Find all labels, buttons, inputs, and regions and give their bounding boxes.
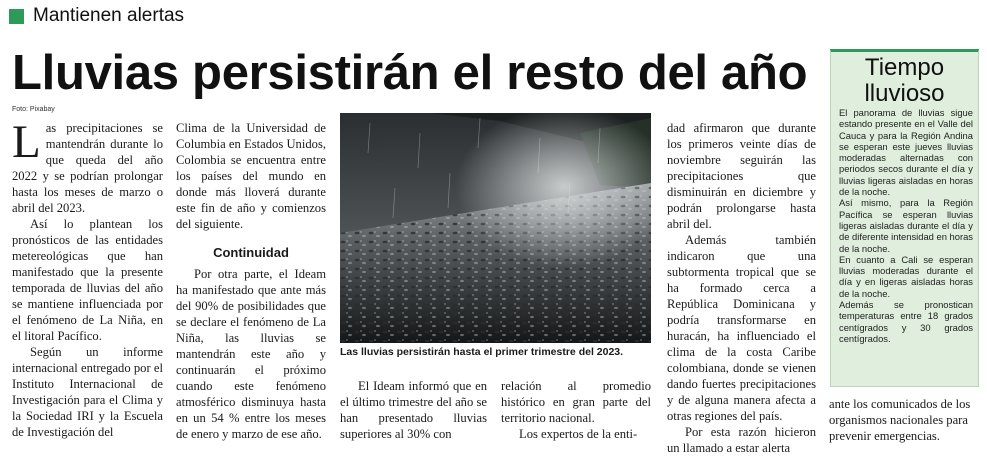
article-column-2 — [176, 120, 326, 442]
headline: Lluvias persistirán el resto del año — [12, 46, 808, 100]
rain-on-road-icon — [340, 113, 651, 343]
sidebar-paragraph: Así mismo, para la Región Pacífica se esperan lluvias ligeras aisladas durante el día y de diferente intensidad en horas de la noche. — [839, 197, 973, 254]
article-column-3 — [340, 378, 487, 442]
section-marker-icon — [9, 9, 24, 24]
article-column-6: ante los comunicados de los organismos nacionales para prevenir emergencias. — [829, 397, 971, 443]
photo-credit: Foto: Pixabay — [12, 106, 55, 113]
article-paragraph: Clima de la Universidad de Columbia en Estados Unidos, Colombia se encuentra entre los países del mundo en donde más lloverá durante este fin de año y comienzos del siguiente. — [176, 121, 326, 231]
sidebar-paragraph: En cuanto a Cali se esperan lluvias moderadas durante el día y en ligeras aisladas horas de la noche. — [839, 253, 973, 299]
section-kicker: Mantienen alertas — [33, 5, 185, 26]
article-column-4 — [501, 378, 651, 442]
subheading: Continuidad — [213, 245, 289, 260]
article-paragraph: dad afirmaron que durante los primeros veinte días de noviembre seguirán las precipitaciones que disminuirán en diciembre y podrán prolongarse hasta abril del. — [667, 121, 816, 231]
article-paragraph: Los expertos de la enti- — [519, 427, 638, 441]
article-paragraph: Por otra parte, el Ideam ha manifestado que ante más del 90% de posibilidades que se declare el fenómeno de La Niña, las lluvias se mantendrán este año y continuarán el próximo cuando este fenómeno atmosférico disminuya hasta en un 54 % entre los meses de enero y marzo de ese año. — [176, 267, 326, 441]
article-paragraph: El Ideam informó que en el último trimestre del año se han presentado lluvias superiores al 30% con — [340, 379, 487, 441]
article-paragraph: Por esta razón hicieron un llamado a estar alerta — [667, 425, 816, 455]
article-column-5 — [667, 120, 816, 456]
sidebar-paragraph: Además se pronostican temperaturas entre 18 grados centígrados y 30 grados centígrados. — [839, 299, 973, 344]
sidebar-title: Tiempo lluvioso — [864, 54, 945, 107]
drop-cap: L — [12, 116, 41, 168]
article-column-1 — [12, 116, 163, 440]
photo-caption: Las lluvias persistirán hasta el primer trimestre del 2023. — [340, 346, 624, 358]
article-paragraph: Así lo plantean los pronósticos de las entidades metereológicas que han manifestado que la presente temporada de lluvias del año se mantiene influenciada por el fenómeno de La Niña, en el litoral Pacífico. — [12, 217, 163, 343]
article-photo — [340, 113, 651, 343]
article-paragraph: relación al promedio histórico en gran parte del territorio nacional. — [501, 379, 651, 425]
article-paragraph: Las precipitaciones se mantendrán durante lo que queda del año 2022 y se podrían prolongar hasta los meses de marzo o abril del 2023. — [12, 116, 163, 215]
sidebar-body — [839, 107, 973, 344]
article-paragraph: Además también indicaron que una subtormenta tropical que se ha formado cerca a República Dominicana y podría transformarse en huracán, ha influenciado el clima de la costa Caribe colombiana, donde se vienen dando fuertes precipitaciones y de alguna manera afecta a otras regiones del país. — [667, 233, 816, 423]
article-paragraph: Según un informe internacional entregado por el Instituto Internacional de Investigación para el Clima y la Sociedad IRI y la Escuela de Investigación del — [12, 345, 163, 439]
sidebar-paragraph: El panorama de lluvias sigue estando presente en el Valle del Cauca y para la Región Andina se esperan este jueves lluvias moderadas alternadas con periodos secos durante el día y lluvias ligeras aisladas en horas de la noche. — [839, 107, 973, 198]
